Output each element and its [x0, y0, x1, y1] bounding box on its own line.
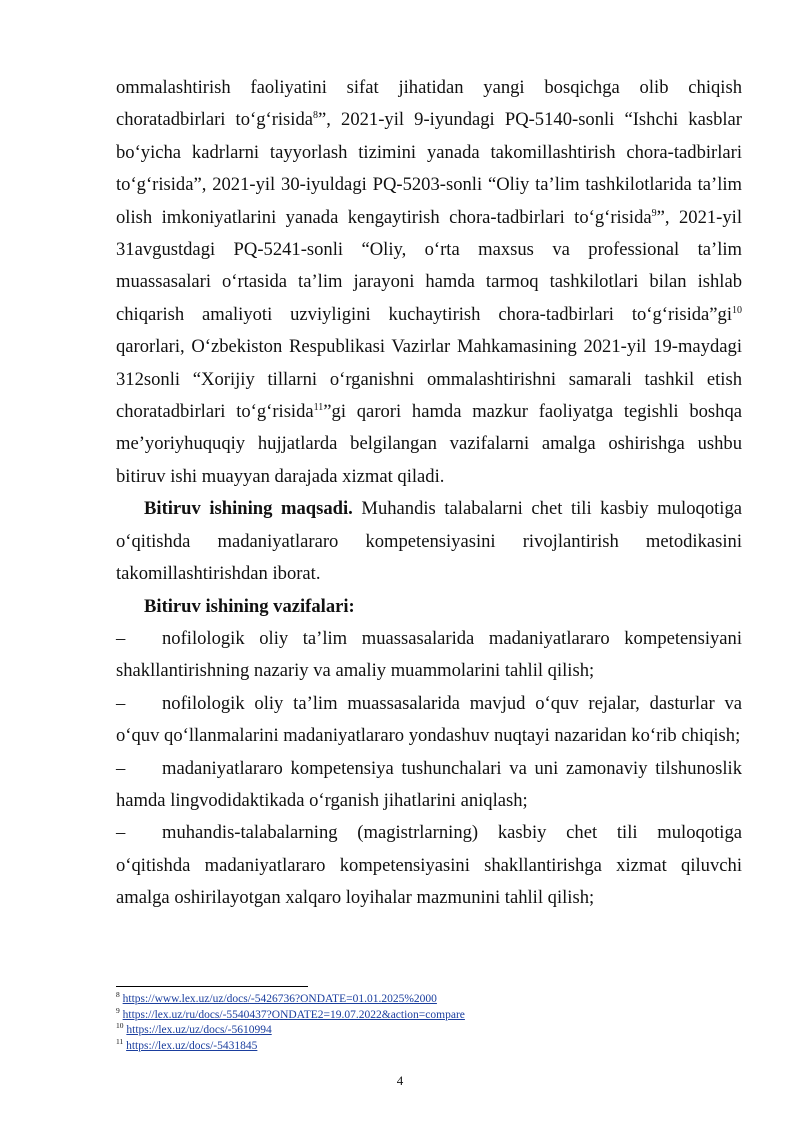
footnote-separator [116, 986, 308, 987]
footnote-link[interactable]: https://www.lex.uz/uz/docs/-5426736?ONDATE=01.01.2025%2000 [122, 993, 437, 1005]
footnote-9 [116, 1005, 742, 1024]
task-text: nofilologik oliy ta’lim muassasalarida madaniyatlararo kompetensiyani shakllantirishning nazariy va amaliy muammolarini tahlil qilish; [116, 627, 742, 682]
goal-heading: Bitiruv ishining maqsadi. [144, 498, 353, 520]
footnote-10 [116, 1023, 742, 1039]
body-text [116, 72, 742, 915]
tasks-heading-line [116, 591, 742, 623]
footnote-ref-10[interactable]: 10 [732, 304, 742, 316]
task-text: nofilologik oliy ta’lim muassasalarida mavjud o‘quv rejalar, dasturlar va o‘quv qo‘llanmalarini madaniyatlararo yondashuv nuqtayi nazaridan ko‘rib chiqish; [116, 692, 742, 747]
footnote-11 [116, 1036, 742, 1055]
tasks-heading: Bitiruv ishining vazifalari: [144, 595, 355, 617]
footnote-link[interactable]: https://lex.uz/docs/-5431845 [126, 1039, 258, 1052]
footnote-ref-11[interactable]: 11 [313, 401, 324, 413]
task-list-item [116, 623, 742, 688]
dash-bullet: – [116, 822, 126, 844]
paragraph-text: ”gi qarori hamda mazkur faoliyatga tegishli boshqa me’yoriyhuquqiy hujjatlarda belgilangan vazifalarni amalga oshirishga ushbu bitiruv ishi muayyan darajada xizmat qiladi. [116, 401, 742, 487]
dash-bullet: – [116, 757, 126, 779]
footnote-ref-8[interactable]: 8 [313, 110, 319, 122]
dash-bullet: – [116, 692, 126, 714]
footnote-number: 8 [116, 990, 120, 1000]
goal-paragraph [116, 493, 742, 590]
task-list-item [116, 817, 742, 914]
paragraph-text: qarorlari, O‘zbekiston Respublikasi Vazirlar Mahkamasining 2021-yil 19-maydagi 312sonli “Xorijiy tillarni o‘rganishni ommalashtirishni samarali tashkil etish choratadbirlari to‘g‘risida [116, 336, 742, 423]
page-number: 4 [396, 1073, 404, 1088]
task-list-item [116, 688, 742, 753]
paragraph-text: ”, 2021-yil 9-iyundagi PQ-5140-sonli “Ishchi kasblar bo‘yicha kadrlarni tayyorlash tizimini yanada takomillashtirish chora-tadbirlari to‘g‘risida”, 2021-yil 30-iyuldagi PQ-5203-sonli “Oliy ta’lim tashkilotlarida ta’lim olish imkoniyatlarini yanada kengaytirish chora-tadbirlari to‘g‘risida [116, 109, 742, 228]
dash-bullet: – [116, 627, 126, 649]
task-text: muhandis-talabalarning (magistrlarning) kasbiy chet tili muloqotiga o‘qitishda madaniyatlararo kompetensiyasini shakllantirishga xizmat qiluvchi amalga oshirilayotgan xalqaro loyihalar mazmunini tahlil qilish; [116, 822, 742, 909]
paragraph-legal-acts [116, 72, 742, 493]
paragraph-text: ommalashtirish faoliyatini sifat jihatidan yangi bosqichga olib chiqish choratadbirlari to‘g‘risida [116, 77, 742, 131]
footnotes [116, 992, 742, 1054]
paragraph-text: ”, 2021-yil 31avgustdagi PQ-5241-sonli “Oliy, o‘rta maxsus va professional ta’lim muassasalari o‘rtasida ta’lim jarayoni hamda tarmoq tashkilotlari bilan ishlab chiqarish amaliyoti uzviyligini kuchaytirish chora-tadbirlari to‘g‘risida”gi [116, 206, 742, 325]
footnote-number: 11 [116, 1036, 124, 1046]
footnote-8 [116, 992, 742, 1008]
footnote-link[interactable]: https://lex.uz/uz/docs/-5610994 [126, 1024, 272, 1036]
footnote-ref-9[interactable]: 9 [651, 207, 657, 219]
footnote-number: 10 [116, 1021, 124, 1031]
task-list-item [116, 753, 742, 818]
footnote-number: 9 [116, 1005, 120, 1015]
task-text: madaniyatlararo kompetensiya tushunchalari va uni zamonaviy tilshunoslik hamda lingvodidaktikada o‘rganish jihatlarini aniqlash; [116, 757, 742, 811]
footnote-link[interactable]: https://lex.uz/ru/docs/-5540437?ONDATE2=19.07.2022&action=compare [122, 1008, 465, 1021]
goal-text: Muhandis talabalarni chet tili kasbiy muloqotiga o‘qitishda madaniyatlararo kompetensiyasini rivojlantirish metodikasini takomillashtirishdan iborat. [116, 498, 742, 585]
